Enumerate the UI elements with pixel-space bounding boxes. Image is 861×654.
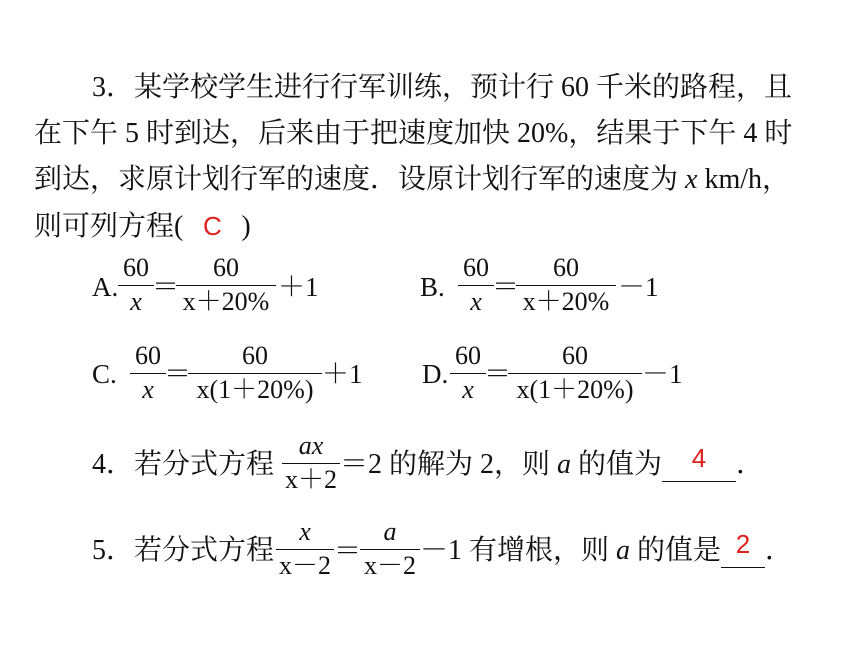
q3-answer-slot bbox=[183, 206, 241, 247]
q4-body bbox=[340, 443, 765, 482]
q3-line-4 bbox=[34, 206, 251, 247]
q5-left-fraction bbox=[276, 517, 334, 581]
fraction-bar bbox=[276, 549, 334, 550]
option-c-label: C. bbox=[92, 359, 117, 389]
q4-answer-blank bbox=[662, 443, 736, 482]
q4-prefix: 4．若分式方程 bbox=[92, 449, 275, 480]
option-a-label: A. bbox=[92, 272, 119, 302]
option-d-label: D. bbox=[422, 359, 449, 389]
fraction-bar bbox=[130, 373, 166, 374]
q3-close-paren: ) bbox=[241, 211, 251, 242]
option-d-right-fraction bbox=[508, 341, 642, 405]
q5-middle-text: －1 有增根，则 bbox=[420, 535, 617, 566]
option-c-tail: ＋1 bbox=[322, 359, 363, 389]
option-d-right-denominator: x(1＋20%) bbox=[516, 375, 634, 404]
option-b-left-numerator: 60 bbox=[463, 253, 489, 282]
q3-variable-x: x bbox=[685, 164, 698, 195]
option-c-right-denominator: x(1＋20%) bbox=[196, 375, 314, 404]
option-b-right-numerator: 60 bbox=[553, 253, 579, 282]
option-b-equals: ＝ bbox=[492, 272, 519, 302]
option-d-right-numerator: 60 bbox=[562, 341, 588, 370]
option-b-left-denominator: x bbox=[470, 287, 482, 316]
q4-numerator: ax bbox=[298, 431, 324, 460]
q4-fraction bbox=[282, 431, 340, 495]
q5-prefix: 5．若分式方程 bbox=[92, 535, 275, 566]
option-a-left-numerator: 60 bbox=[123, 253, 149, 282]
q3-line-3 bbox=[34, 160, 790, 200]
q3-line-2: 在下午 5 时到达，后来由于把速度加快 20%，结果于下午 4 时 bbox=[34, 118, 793, 149]
option-c-left-fraction bbox=[130, 341, 166, 405]
option-c-right-numerator: 60 bbox=[242, 341, 268, 370]
fraction-bar bbox=[282, 463, 340, 464]
q5-right-denominator: x－2 bbox=[363, 551, 416, 580]
option-b-label: B. bbox=[420, 272, 445, 302]
q5-left-denominator: x－2 bbox=[278, 551, 331, 580]
option-b-left-fraction bbox=[458, 253, 494, 317]
q5-answer: 2 bbox=[735, 529, 751, 559]
option-c-equals: ＝ bbox=[164, 359, 191, 389]
q5-left-numerator: x bbox=[299, 517, 311, 546]
option-c-left-denominator: x bbox=[142, 375, 154, 404]
q4-end: ． bbox=[736, 449, 765, 480]
option-a-equals: ＝ bbox=[152, 272, 179, 302]
option-d-left-denominator: x bbox=[462, 375, 474, 404]
option-a-right-numerator: 60 bbox=[213, 253, 239, 282]
q4-denominator: x＋2 bbox=[284, 465, 337, 494]
q5-equals: ＝ bbox=[334, 536, 361, 566]
fraction-bar bbox=[176, 285, 276, 286]
option-c-right-fraction bbox=[188, 341, 322, 405]
option-d-left-numerator: 60 bbox=[455, 341, 481, 370]
q3-line-1: 3．某学校学生进行行军训练，预计行 60 千米的路程，且 bbox=[92, 72, 793, 103]
option-c-left-numerator: 60 bbox=[135, 341, 161, 370]
option-a-left-denominator: x bbox=[130, 287, 142, 316]
q3-prompt: 则可列方程( bbox=[34, 211, 184, 242]
q5-suffix: 的值是 bbox=[630, 535, 722, 566]
option-b-right-denominator: x＋20% bbox=[522, 287, 610, 316]
fraction-bar bbox=[360, 549, 420, 550]
fraction-bar bbox=[450, 373, 486, 374]
q4-answer: 4 bbox=[691, 443, 707, 473]
option-a-left-fraction bbox=[118, 253, 154, 317]
option-d-tail: －1 bbox=[642, 359, 683, 389]
q5-end: ． bbox=[765, 535, 794, 566]
option-d-equals: ＝ bbox=[484, 359, 511, 389]
option-b-tail: －1 bbox=[618, 272, 659, 302]
q5-right-numerator: a bbox=[383, 517, 397, 546]
fraction-bar bbox=[188, 373, 322, 374]
q5-right-fraction bbox=[360, 517, 420, 581]
q3-line-3-text: 到达，求原计划行军的速度．设原计划行军的速度为 bbox=[34, 164, 686, 195]
option-a-right-fraction bbox=[176, 253, 276, 317]
fraction-bar bbox=[118, 285, 154, 286]
q5-body bbox=[420, 529, 794, 568]
q3-answer: C bbox=[202, 211, 222, 241]
q3-unit: km/h， bbox=[697, 164, 791, 195]
q4-middle-text: ＝2 的解为 2，则 bbox=[340, 449, 558, 480]
fraction-bar bbox=[458, 285, 494, 286]
q4-suffix: 的值为 bbox=[571, 449, 663, 480]
option-a-right-denominator: x＋20% bbox=[182, 287, 270, 316]
q5-variable-a: a bbox=[616, 535, 631, 566]
option-d-left-fraction bbox=[450, 341, 486, 405]
option-a-tail: ＋1 bbox=[278, 272, 319, 302]
fraction-bar bbox=[516, 285, 616, 286]
fraction-bar bbox=[508, 373, 642, 374]
q5-answer-blank bbox=[721, 529, 765, 568]
q4-variable-a: a bbox=[557, 449, 572, 480]
option-b-right-fraction bbox=[516, 253, 616, 317]
